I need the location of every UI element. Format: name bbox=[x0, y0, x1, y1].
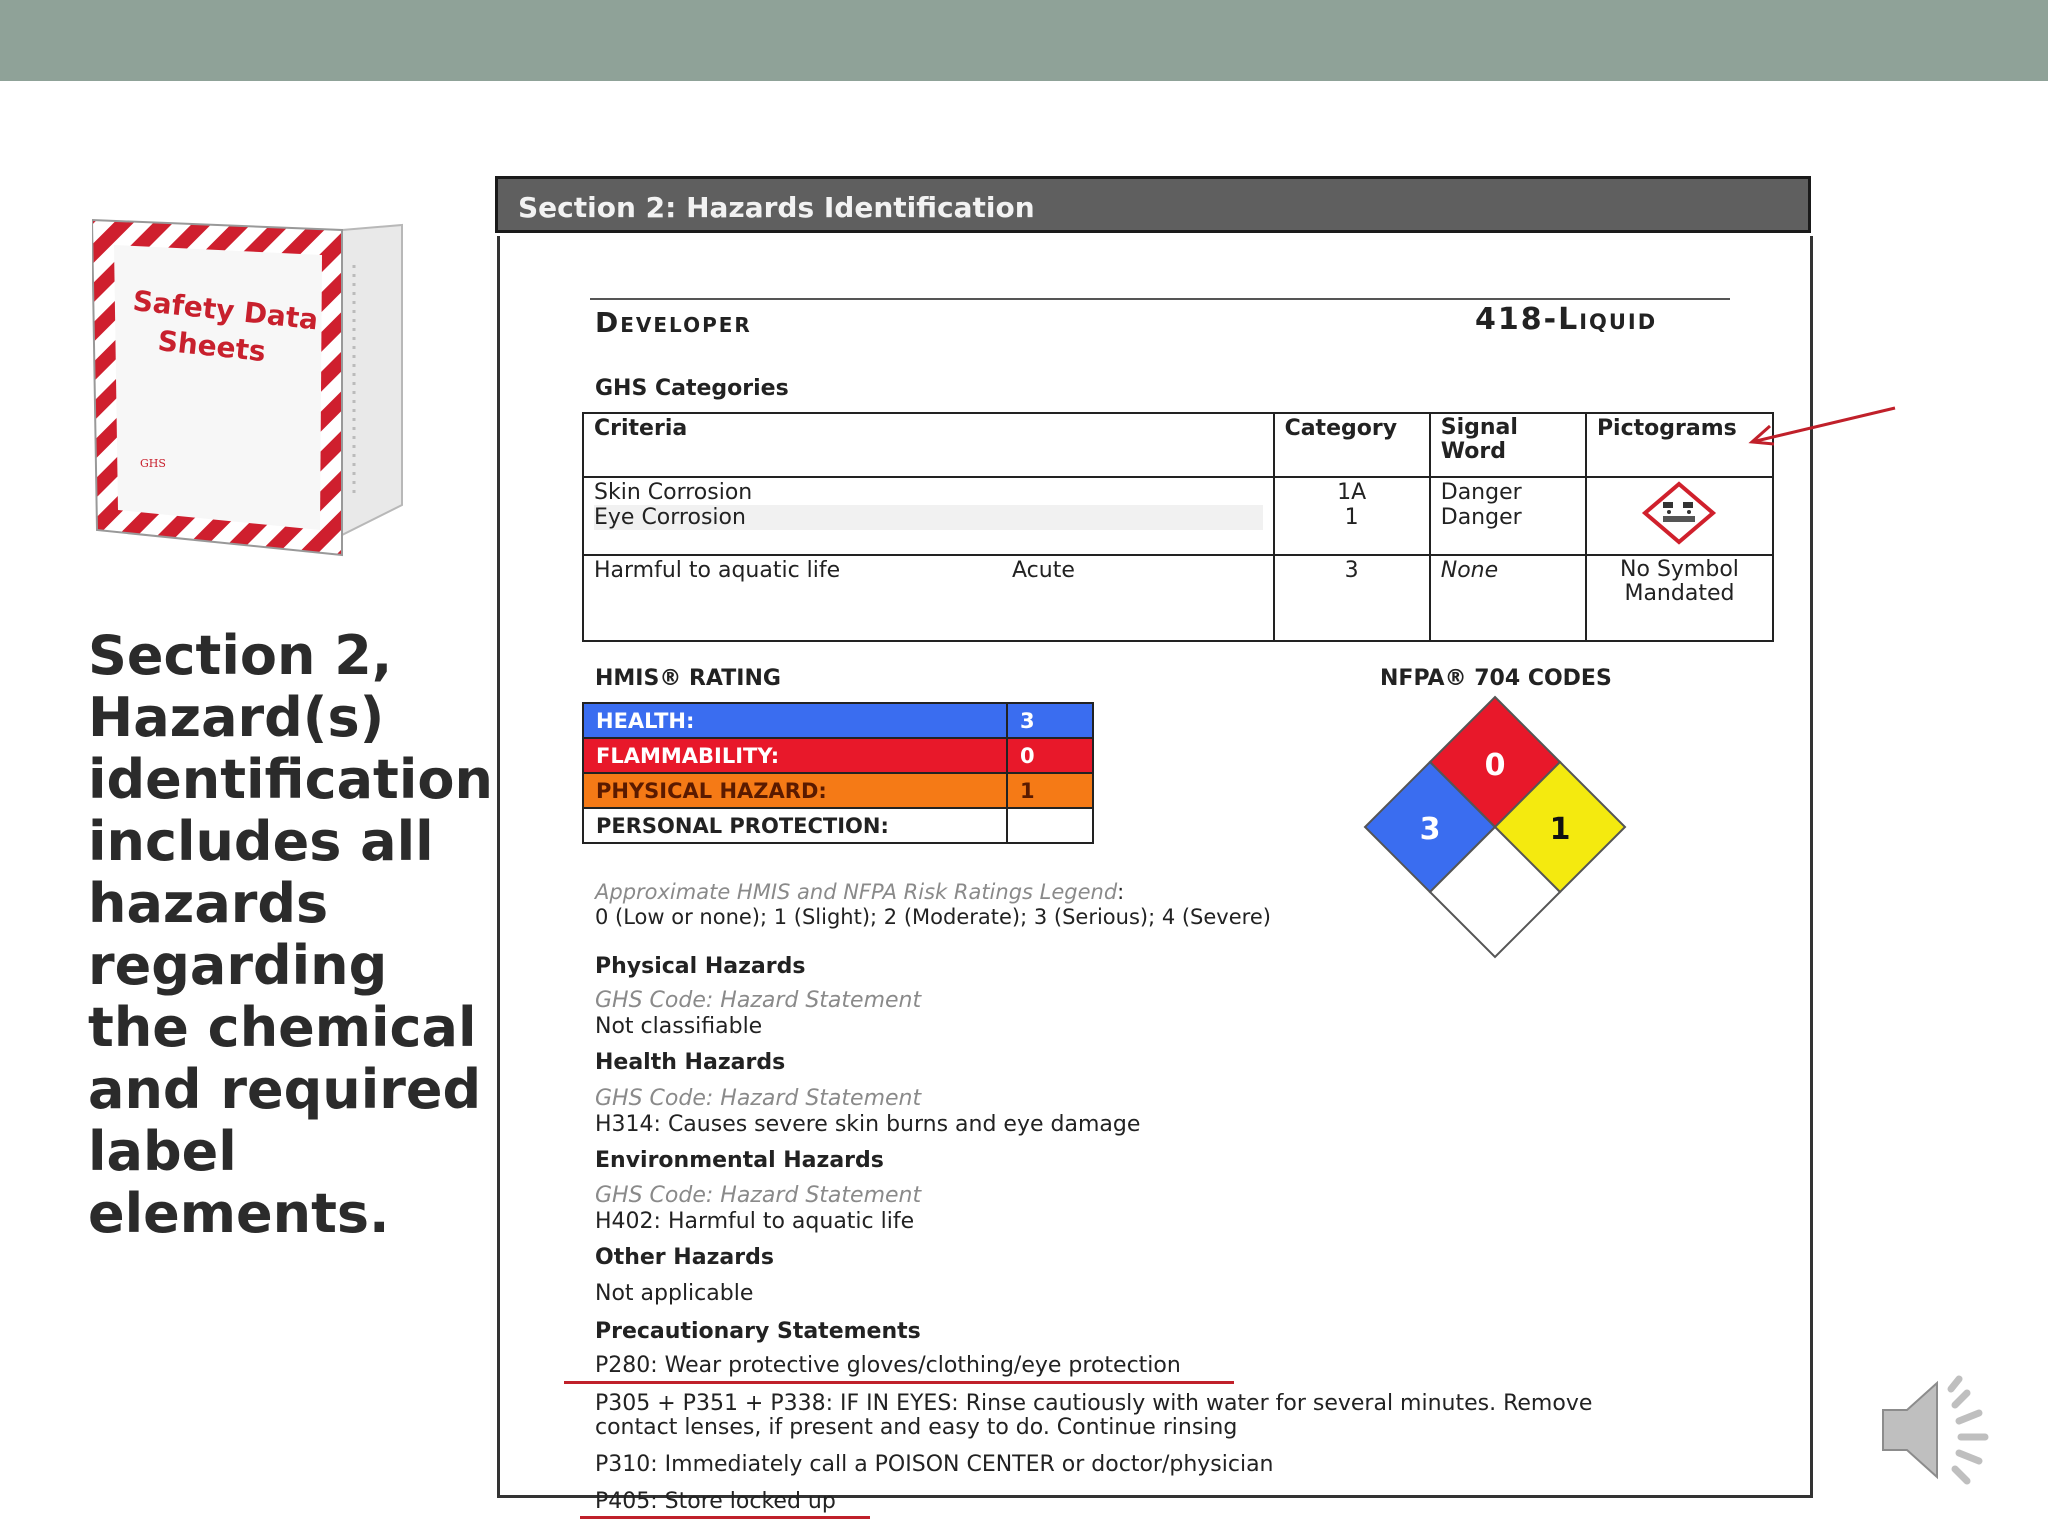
nfpa-diamond-icon bbox=[1360, 692, 1630, 962]
corrosion-pictogram-icon bbox=[1639, 480, 1719, 546]
hmis-label: FLAMMABILITY: bbox=[583, 738, 1007, 773]
hmis-label: PERSONAL PROTECTION: bbox=[583, 808, 1007, 843]
hmis-label: PHYSICAL HAZARD: bbox=[583, 773, 1007, 808]
sds-excerpt bbox=[495, 176, 1817, 1514]
other-hazards-text: Not applicable bbox=[595, 1281, 754, 1306]
ghs-col-criteria: Criteria bbox=[583, 413, 1274, 477]
sds-body bbox=[497, 236, 1813, 1514]
ghs-table bbox=[582, 412, 1774, 642]
ghs-categories-title: GHS Categories bbox=[595, 376, 789, 401]
nfpa-flammability: 0 bbox=[1484, 748, 1506, 783]
health-hazards-title: Health Hazards bbox=[595, 1050, 786, 1075]
hmis-value: 3 bbox=[1007, 703, 1093, 738]
ghs-criteria: Skin Corrosion bbox=[594, 480, 753, 505]
other-hazards-title: Other Hazards bbox=[595, 1245, 774, 1270]
ghs-col-signal: Signal Word bbox=[1430, 413, 1586, 477]
doc-top-rule bbox=[590, 298, 1730, 300]
nfpa-health: 3 bbox=[1419, 812, 1441, 847]
audio-speaker-icon[interactable] bbox=[1875, 1365, 2005, 1495]
binder-brand: GHS bbox=[140, 457, 166, 470]
hmis-label: HEALTH: bbox=[583, 703, 1007, 738]
hmis-row-flammability bbox=[583, 738, 1093, 773]
ghs-category: 1 bbox=[1344, 505, 1359, 530]
product-name: Developer bbox=[595, 306, 752, 339]
ghs-code-label: GHS Code: Hazard Statement bbox=[595, 988, 922, 1013]
env-hazards-title: Environmental Hazards bbox=[595, 1148, 884, 1173]
hmis-row-protection bbox=[583, 808, 1093, 843]
annotation-underline bbox=[564, 1381, 1234, 1384]
precaution-p305: P305 + P351 + P338: IF IN EYES: Rinse cautiously with water for several minutes. Remove bbox=[595, 1391, 1593, 1416]
table-row bbox=[583, 555, 1773, 641]
hmis-row-health bbox=[583, 703, 1093, 738]
ghs-signal: Danger bbox=[1440, 505, 1522, 530]
precaution-p305-cont: contact lenses, if present and easy to do. Continue rinsing bbox=[595, 1415, 1238, 1440]
nfpa-instability: 1 bbox=[1549, 812, 1571, 847]
binder-title-1: Safety Data bbox=[131, 284, 320, 337]
legend-title: Approximate HMIS and NFPA Risk Ratings Legend bbox=[595, 880, 1118, 904]
precautionary-title: Precautionary Statements bbox=[595, 1319, 921, 1344]
physical-hazards-text: Not classifiable bbox=[595, 1014, 763, 1039]
ghs-code-label: GHS Code: Hazard Statement bbox=[595, 1086, 922, 1111]
ghs-criteria: Eye Corrosion bbox=[594, 505, 1263, 530]
ghs-signal: Danger bbox=[1440, 480, 1522, 505]
hmis-title: HMIS® RATING bbox=[595, 666, 781, 691]
sds-section-header: Section 2: Hazards Identification bbox=[495, 176, 1811, 233]
slide-top-bar bbox=[0, 0, 2048, 81]
ghs-criteria: Harmful to aquatic life bbox=[594, 558, 841, 583]
ghs-col-category: Category bbox=[1274, 413, 1430, 477]
hmis-row-physical bbox=[583, 773, 1093, 808]
annotation-arrow-icon bbox=[1740, 400, 1900, 450]
health-hazards-text: H314: Causes severe skin burns and eye damage bbox=[595, 1112, 1141, 1137]
hmis-value: 0 bbox=[1007, 738, 1093, 773]
precaution-p310: P310: Immediately call a POISON CENTER or doctor/physician bbox=[595, 1452, 1274, 1477]
hmis-value bbox=[1007, 808, 1093, 843]
ratings-legend: Approximate HMIS and NFPA Risk Ratings Legend: 0 (Low or none); 1 (Slight); 2 (Moderate); 3 (Serious); 4 (Severe) bbox=[595, 880, 1271, 929]
sds-binder-image bbox=[92, 205, 412, 565]
precaution-p280: P280: Wear protective gloves/clothing/eye protection bbox=[595, 1353, 1181, 1378]
ghs-signal: None bbox=[1430, 555, 1586, 641]
annotation-underline bbox=[580, 1516, 870, 1519]
hmis-table bbox=[582, 702, 1094, 844]
ghs-col-pictograms: Pictograms bbox=[1586, 413, 1773, 477]
ghs-category: 1A bbox=[1337, 480, 1367, 505]
product-code: 418-Liquid bbox=[1475, 302, 1658, 337]
ghs-code-label: GHS Code: Hazard Statement bbox=[595, 1183, 922, 1208]
precaution-p405: P405: Store locked up bbox=[595, 1489, 836, 1514]
physical-hazards-title: Physical Hazards bbox=[595, 954, 806, 979]
hmis-value: 1 bbox=[1007, 773, 1093, 808]
nfpa-title: NFPA® 704 CODES bbox=[1380, 666, 1612, 691]
ghs-pictogram-text: No Symbol Mandated bbox=[1586, 555, 1773, 641]
ghs-category: 3 bbox=[1274, 555, 1430, 641]
binder-title-2: Sheets bbox=[156, 324, 268, 369]
env-hazards-text: H402: Harmful to aquatic life bbox=[595, 1209, 915, 1234]
legend-text: 0 (Low or none); 1 (Slight); 2 (Moderate); 3 (Serious); 4 (Severe) bbox=[595, 905, 1271, 929]
table-row bbox=[583, 477, 1773, 555]
slide-caption: Section 2, Hazard(s) identification includes all hazards regarding the chemical and required label elements. bbox=[88, 624, 493, 1245]
ghs-criteria-extra: Acute bbox=[1012, 558, 1075, 583]
